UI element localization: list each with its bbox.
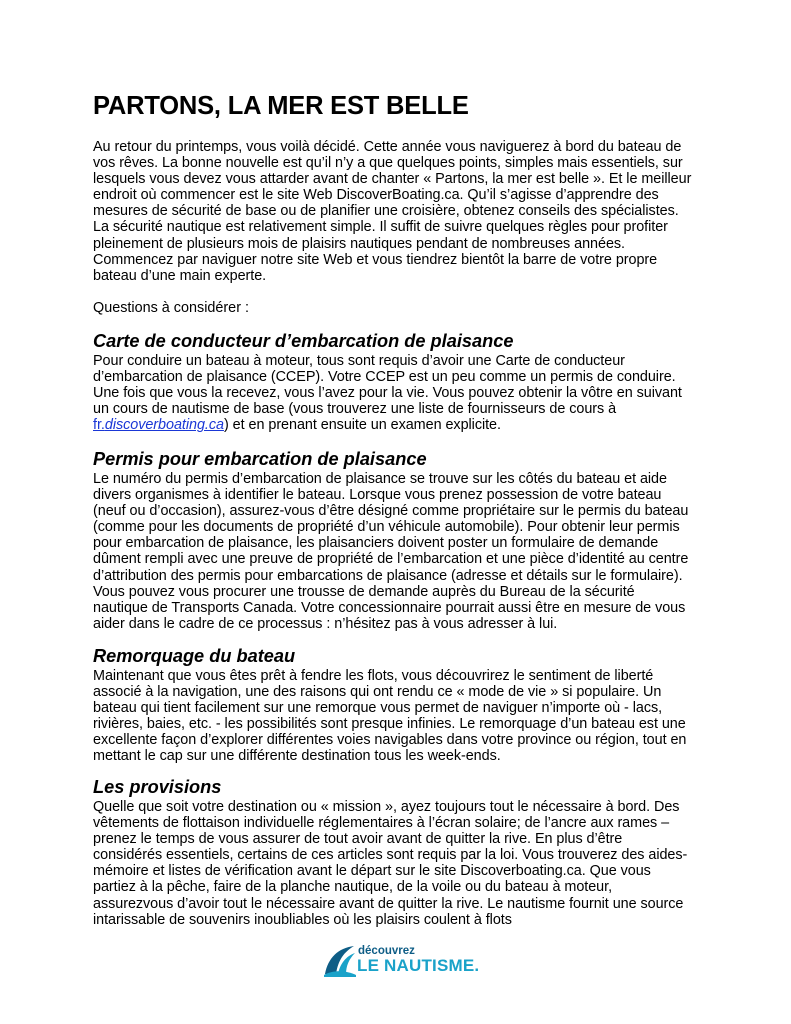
discoverboating-link-prefix: fr. (93, 417, 105, 434)
section-ccep (93, 331, 693, 433)
section-body-remorquage: Maintenant que vous êtes prêt à fendre les flots, vous découvrirez le sentiment de liberté associé à la navigation, une des raisons qui ont rendu ce « mode de vie » si populaire. Un bateau qui tient facilement sur une remorque vous permet de naviguer n’importe où - lacs, rivières, baies, etc. - les possibilités sont presque infinies. Le remorquage d’un bateau est une excellente façon d’explorer différentes voies navigables dans votre province ou région, tout en mettant le cap sur une différente destination tous les week-ends. (93, 668, 687, 765)
section-heading-ccep: Carte de conducteur d’embarcation de plaisance (93, 331, 514, 351)
section-body-permis: Le numéro du permis d’embarcation de plaisance se trouve sur les côtés du bateau et aide divers organismes à identifier le bateau. Lorsque vous prenez possession de votre bateau (neuf ou d’occasion), assurez-vous d’être désigné comme propriétaire sur le permis du bateau (comme pour les documents de propriété d’un véhicule automobile). Pour obtenir leur permis pour embarcation de plaisance, les plaisanciers doivent poster un formulaire de demande dûment rempli avec une preuve de propriété de l’embarcation et une pièce d’identité au centre d’attribution des permis pour embarcations de plaisance (adresse et détails sur le formulaire). Vous pouvez vous procurer une trousse de demande auprès du Bureau de la sécurité nautique de Transports Canada. Votre concessionnaire pourrait aussi être en mesure de vous aider dans le cadre de ce processus : n’hésitez pas à vous adresser à lui. (93, 471, 689, 632)
logo-text-decouvrez: découvrez (358, 945, 415, 957)
intro-paragraph: Au retour du printemps, vous voilà décidé. Cette année vous naviguerez à bord du bateau de vos rêves. La bonne nouvelle est qu’il n’y a que quelques points, simples mais essentiels, sur lesquels vous devez vous attarder avant de chanter « Partons, la mer est belle ». Et le meilleur endroit où commencer est le site Web DiscoverBoating.ca. Qu’il s’agisse d’apprendre des mesures de sécurité de base ou de planifier une croisière, obtenez conseils des spécialistes. La sécurité nautique est relativement simple. Il suffit de suivre quelques règles pour profiter pleinement de plusieurs mois de plaisirs nautiques pendant de nombreuses années. Commencez par naviguer notre site Web et vous tiendrez bientôt la barre de votre propre bateau d’une main experte. (93, 139, 692, 284)
section-permis (93, 449, 693, 632)
decouvrez-le-nautisme-logo (322, 944, 480, 978)
section-body-ccep (93, 353, 693, 433)
section-remorquage (93, 646, 693, 765)
section-body-ccep-text-before: Pour conduire un bateau à moteur, tous sont requis d’avoir une Carte de conducteur d’embarcation de plaisance (CCEP). Votre CCEP est un peu comme un permis de conduire. Une fois que vous la recevez, vous l’avez pour la vie. Vous pouvez obtenir la vôtre en suivant un cours de nautisme de base (vous trouverez une liste de fournisseurs de cours à (93, 353, 682, 418)
logo-text-le-nautisme: LE NAUTISME. (357, 956, 480, 975)
questions-label: Questions à considérer : (93, 300, 249, 316)
section-body-ccep-text-after: ) et en prenant ensuite un examen explicite. (223, 417, 501, 434)
discoverboating-link[interactable] (93, 417, 224, 433)
page-title: PARTONS, LA MER EST BELLE (93, 92, 469, 120)
section-body-provisions: Quelle que soit votre destination ou « mission », ayez toujours tout le nécessaire à bord. Des vêtements de flottaison individuelle réglementaires à l’écran solaire; de l’ancre aux rames – prenez le temps de vous assurer de tout avoir avant de quitter la rive. En plus d’être considérés essentiels, certains de ces articles sont requis par la loi. Vous trouverez des aides-mémoire et listes de vérification avant le départ sur le site Discoverboating.ca. Que vous partiez à la pêche, faire de la planche nautique, de la voile ou du bateau à moteur, assurezvous d’avoir tout le nécessaire avant de quitter la rive. Le nautisme fournit une source intarissable de souvenirs inoubliables où les plaisirs coulent à flots (93, 799, 688, 928)
section-heading-remorquage: Remorquage du bateau (93, 646, 296, 666)
section-provisions (93, 777, 693, 928)
wave-sail-icon (322, 944, 358, 978)
section-heading-permis: Permis pour embarcation de plaisance (93, 449, 427, 469)
discoverboating-link-domain: discoverboating.ca (104, 417, 224, 434)
section-heading-provisions: Les provisions (93, 777, 222, 797)
